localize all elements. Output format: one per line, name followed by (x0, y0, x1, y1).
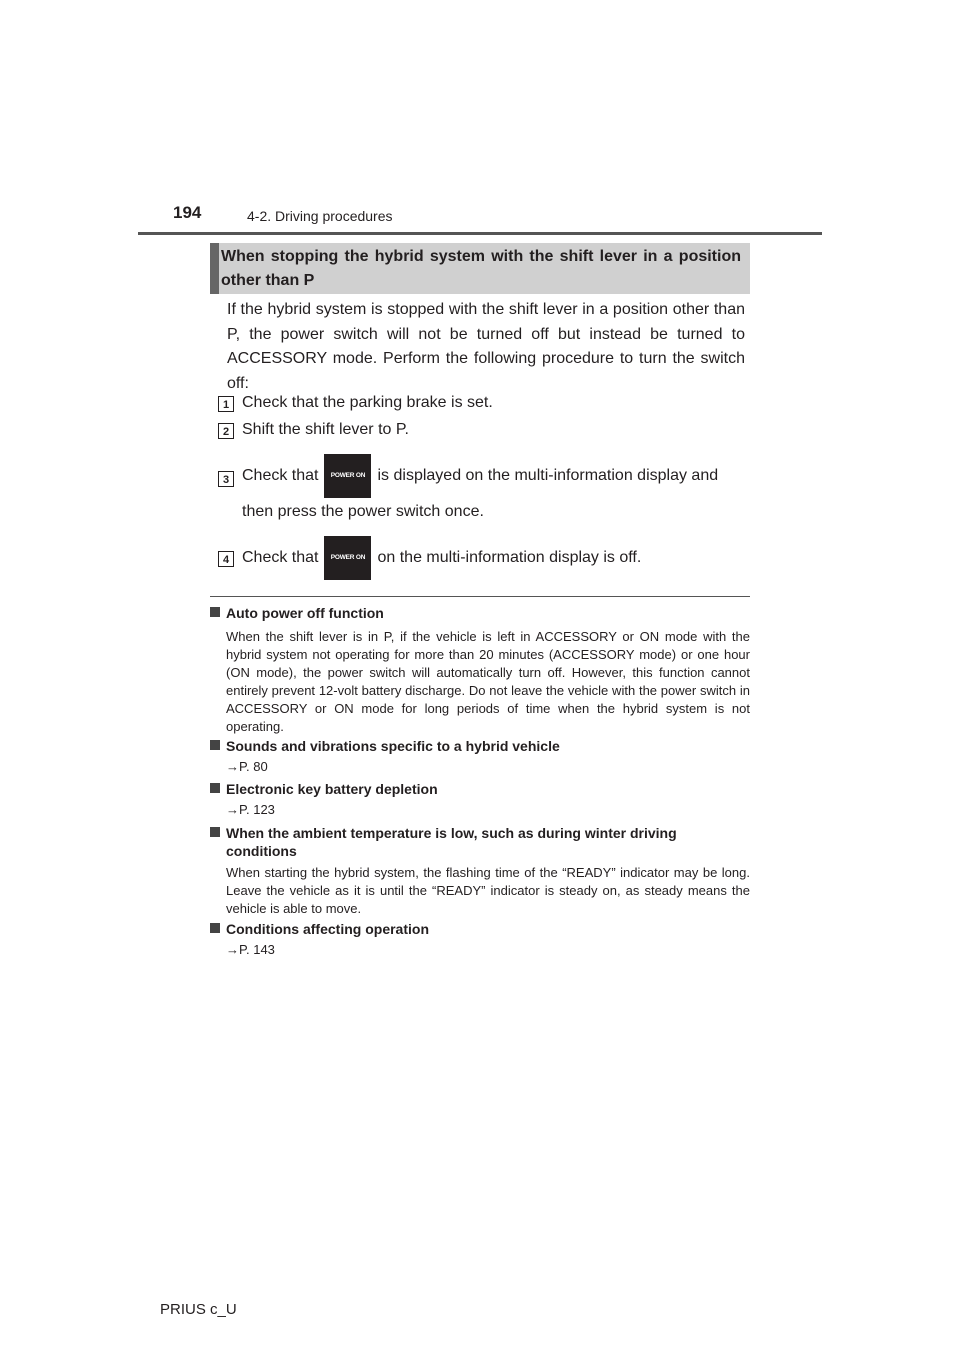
square-bullet-icon (210, 923, 220, 933)
note-title-text: When the ambient temperature is low, such as during winter driving conditions (226, 825, 677, 859)
note-title-text: Electronic key battery depletion (226, 781, 438, 797)
note-reference: →P. 123 (226, 802, 275, 817)
footer-model: PRIUS c_U (160, 1301, 237, 1318)
power-on-icon: POWER ON (324, 536, 371, 580)
square-bullet-icon (210, 827, 220, 837)
square-bullet-icon (210, 740, 220, 750)
step-text (242, 454, 718, 498)
notes-divider (210, 596, 750, 597)
note-sounds-vibrations (210, 737, 750, 776)
step-text-pre: Check that (242, 467, 319, 485)
section-title: 4-2. Driving procedures (247, 208, 393, 224)
square-bullet-icon (210, 607, 220, 617)
note-title (210, 604, 750, 622)
note-title (210, 920, 750, 938)
note-body: When the shift lever is in P, if the vehicle is left in ACCESSORY or ON mode with the hybrid system not operating for more than 20 minutes (ACCESSORY mode) or one hour (ON mode), the power switch will automatically turn off. However, this function cannot entirely prevent 12-volt battery discharge. Do not leave the vehicle with the power switch in ACCESSORY or ON mode for long periods of time when the hybrid system is not operating. (226, 629, 750, 734)
step-text-pre: Check that (242, 549, 319, 567)
note-title (210, 824, 750, 860)
step-text-post: is displayed on the multi-information display and (377, 467, 719, 485)
intro-paragraph: If the hybrid system is stopped with the shift lever in a position other than P, the power switch will not be turned off but instead be turned to ACCESSORY mode. Perform the following procedure to turn the switch off: (227, 301, 745, 392)
note-conditions-operation (210, 920, 750, 959)
step-number: 4 (218, 551, 234, 567)
step-number: 1 (218, 396, 234, 412)
step-number: 3 (218, 471, 234, 487)
note-title (210, 737, 750, 755)
note-key-battery (210, 780, 750, 819)
callout-bar (210, 243, 219, 294)
callout-box (210, 243, 750, 294)
square-bullet-icon (210, 783, 220, 793)
note-low-temperature (210, 824, 750, 918)
note-title-text: Conditions affecting operation (226, 921, 429, 937)
note-title-text: Auto power off function (226, 605, 384, 621)
step-text (242, 536, 641, 580)
note-auto-power-off (210, 604, 750, 736)
page-number: 194 (173, 203, 202, 222)
step-number: 2 (218, 423, 234, 439)
note-reference: →P. 80 (226, 759, 268, 774)
header-rule (138, 232, 822, 235)
note-body: When starting the hybrid system, the flashing time of the “READY” indicator may be long. Leave the vehicle as it is until the “READY” indicator is steady on, as steady means the vehicle is able to move. (226, 865, 750, 916)
step-text-continued: then press the power switch once. (242, 503, 484, 520)
callout-title: When stopping the hybrid system with the shift lever in a position other than P (221, 248, 741, 289)
power-on-icon: POWER ON (324, 454, 371, 498)
note-reference: →P. 143 (226, 942, 275, 957)
step-text: Check that the parking brake is set. (242, 394, 493, 411)
note-title (210, 780, 750, 798)
step-text: Shift the shift lever to P. (242, 421, 409, 438)
note-title-text: Sounds and vibrations specific to a hybrid vehicle (226, 738, 560, 754)
step-text-post: on the multi-information display is off. (377, 549, 642, 567)
